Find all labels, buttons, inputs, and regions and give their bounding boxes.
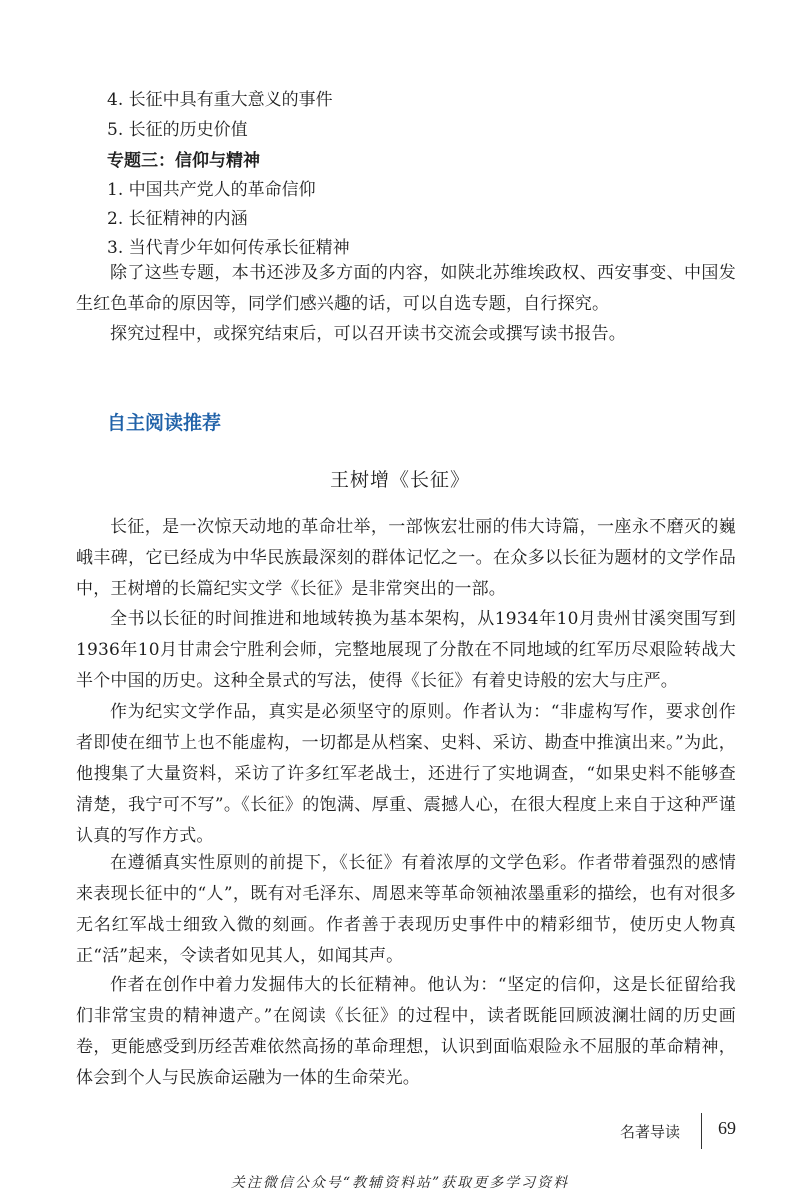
body-paragraph: 作者在创作中着力发掘伟大的长征精神。他认为：“坚定的信仰，这是长征留给我们非常宝贵的精神遗产。”在阅读《长征》的过程中，读者既能回顾波澜壮阔的历史画卷，更能感受到历经苦难依然高扬的革命理想，认识到面临艰险永不屈服的革命精神，体会到个人与民族命运融为一体的生命荣光。 [76, 975, 736, 1088]
list-item: 2. 长征精神的内涵 [107, 209, 248, 229]
footer-label: 名著导读 [620, 1123, 681, 1141]
body-paragraph: 长征，是一次惊天动地的革命壮举，一部恢宏壮丽的伟大诗篇，一座永不磨灭的巍峨丰碑，它已经成为中华民族最深刻的群体记忆之一。在众多以长征为题材的文学作品中，王树增的长篇纪实文学《长征》是非常突出的一部。 [76, 517, 736, 599]
watermark-text: 关注微信公众号“教辅资料站”获取更多学习资料 [230, 1175, 570, 1191]
list-item: 1. 中国共产党人的革命信仰 [107, 180, 316, 200]
footer-divider [701, 1113, 702, 1149]
body-paragraph: 全书以长征的时间推进和地域转换为基本架构，从1934年10月贵州甘溪突围写到1936年10月甘肃会宁胜利会师，完整地展现了分散在不同地域的红军历尽艰险转战大半个中国的历史。这种全景式的写法，使得《长征》有着史诗般的宏大与庄严。 [76, 609, 736, 691]
list-item: 4. 长征中具有重大意义的事件 [107, 90, 333, 110]
topic-heading: 专题三：信仰与精神 [107, 151, 260, 171]
list-item: 5. 长征的历史价值 [107, 120, 248, 140]
body-paragraph: 在遵循真实性原则的前提下，《长征》有着浓厚的文学色彩。作者带着强烈的感情来表现长征中的“人”，既有对毛泽东、周恩来等革命领袖浓墨重彩的描绘，也有对很多无名红军战士细致入微的刻画。作者善于表现历史事件中的精彩细节，使历史人物真正“活”起来，令读者如见其人，如闻其声。 [76, 853, 736, 966]
intro-paragraph: 探究过程中，或探究结束后，可以召开读书交流会或撰写读书报告。 [110, 324, 626, 344]
section-heading: 自主阅读推荐 [107, 412, 222, 434]
book-title: 王树增《长征》 [329, 469, 470, 491]
body-paragraph: 作为纪实文学作品，真实是必须坚守的原则。作者认为：“非虚构写作，要求创作者即使在细节上也不能虚构，一切都是从档案、史料、采访、勘查中推演出来。”为此，他搜集了大量资料，采访了许多红军老战士，还进行了实地调查，“如果史料不能够查清楚，我宁可不写”。《长征》的饱满、厚重、震撼人心，在很大程度上来自于这种严谨认真的写作方式。 [76, 702, 736, 846]
page-number: 69 [718, 1118, 736, 1138]
list-item: 3. 当代青少年如何传承长征精神 [107, 238, 350, 258]
intro-paragraph: 除了这些专题，本书还涉及多方面的内容，如陕北苏维埃政权、西安事变、中国发生红色革命的原因等，同学们感兴趣的话，可以自选专题，自行探究。 [76, 263, 736, 314]
